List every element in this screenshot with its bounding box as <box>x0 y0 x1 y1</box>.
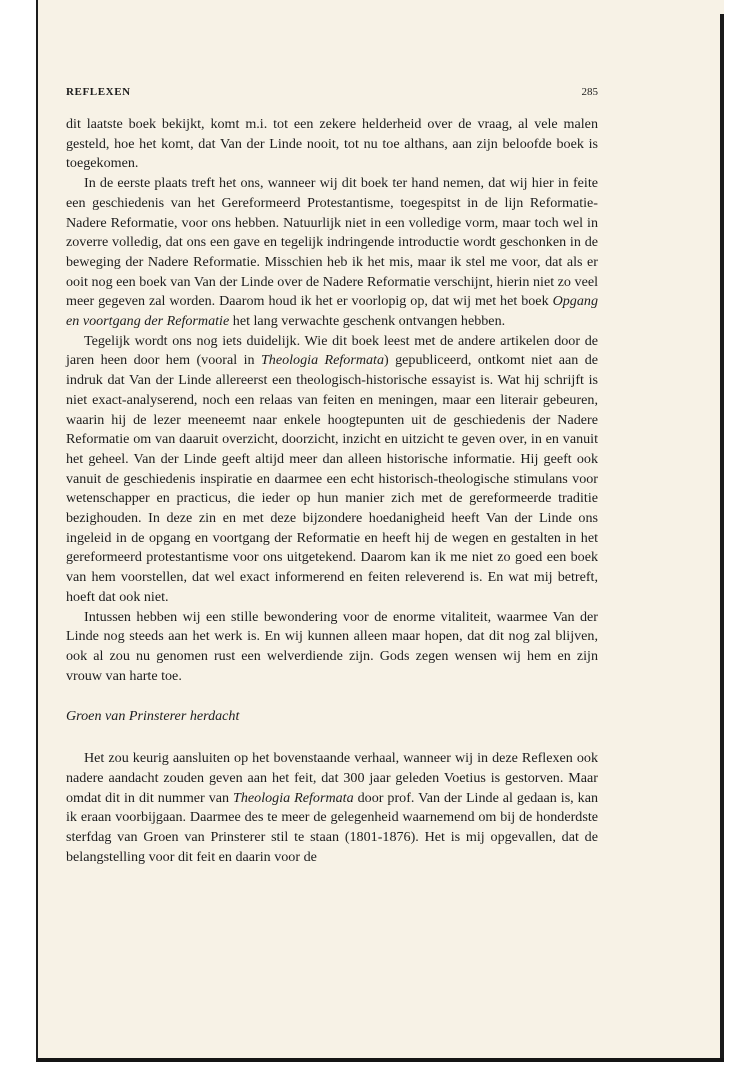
paragraph-voetius <box>66 749 598 867</box>
paragraph-continued: dit laatste boek bekijkt, komt m.i. tot een zekere helderheid over de vraag, al vele malen gesteld, hoe het komt, dat Van der Linde nooit, tot nu toe althans, aan zijn beloofde boek is toegekomen. <box>66 116 598 172</box>
journal-title-italic: Theologia Reformata <box>260 352 385 369</box>
page-number: 285 <box>581 86 598 98</box>
running-head: REFLEXEN <box>66 86 131 98</box>
paragraph-vitality: Intussen hebben wij een stille bewondering voor de enorme vitaliteit, waarmee Van der Linde nog steeds aan het werk is. En wij kunnen alleen maar hopen, dat dit nog zal blijven, ook al zou nu genomen rust een welverdiende zijn. Gods zegen wensen wij hem en zijn vrouw van harte toe. <box>66 608 598 684</box>
page-header <box>66 86 598 104</box>
paragraph-essayist <box>66 332 598 608</box>
paragraph-first-place <box>66 174 598 332</box>
paragraph-text: Het zou keurig aansluiten op het bovenstaande verhaal, wanneer wij in deze Reflexen ook nadere aandacht zouden geven aan het feit, dat 300 jaar geleden Voetius is gestorven. Maar omdat dit in dit nummer van <box>66 750 598 806</box>
body-text <box>66 115 598 867</box>
paragraph-text: Tegelijk wordt ons nog iets duidelijk. Wie dit boek leest met de andere artikelen door de jaren heen door hem (vooral in <box>66 332 598 369</box>
paragraph-text: ) gepubliceerd, ontkomt niet aan de indruk dat Van der Linde allereerst een theologisch-historische essayist is. Wat hij schrijft is niet exact-analyserend, noch een relaas van feiten en meningen, maar een literair gebeuren, waarin hij de lezer meeneemt naar enkele hoogtepunten uit de geschiedenis der Nadere Reformatie om van daaruit overzicht, doorzicht, inzicht en uitzicht te geven over, in en vanuit het geheel. Van der Linde geeft altijd meer dan alleen historische informatie. Hij geeft ook vanuit de geschiedenis inspiratie en daarmee een echt historisch-theologische stimulans voor wetenschapper en practicus, die ieder op hun manier zich met de gereformeerde traditie bezighouden. In deze zin en met deze bijzondere hoedanigheid heeft Van der Linde ons ingeleid in de opgang en voortgang der Reformatie en heeft hij de wegen en gestalten in het gereformeerd protestantisme voor ons uitgetekend. Daarom kan ik me niet zo goed een boek van hem voorstellen, dat wel exact informerend en feiten releverend is. En wat mij betreft, hoeft dat ook niet. <box>66 352 598 605</box>
journal-title-italic: Theologia Reformata <box>233 789 354 806</box>
section-title: Groen van Prinsterer herdacht <box>66 708 240 725</box>
paragraph-text: het lang verwachte geschenk ontvangen hebben. <box>232 313 506 330</box>
book-title-italic: Opgang en voortgang der Reformatie <box>66 293 598 330</box>
page-edge-shadow <box>720 14 724 1058</box>
paragraph-text: In de eerste plaats treft het ons, wanneer wij dit boek ter hand nemen, dat wij hier in feite een geschiedenis van het Gereformeerd Protestantisme, toegespitst in de lijn Reformatie-Nadere Reformatie, voor ons hebben. Natuurlijk niet in een volledige vorm, maar toch wel in zoverre volledig, dat ons een gave en tegelijk indringende introductie wordt geschonken in de beweging der Nadere Reformatie. Misschien heb ik het mis, maar ik stel me voor, dat als er ooit nog een boek van Van der Linde over de Nadere Reformatie verschijnt, hierin niet zo veel meer gegeven zal worden. Daarom houd ik het er voorlopig op, dat wij met het boek <box>66 175 598 310</box>
paragraph-text: door prof. Van der Linde al gedaan is, kan ik eraan voorbijgaan. Daarmee des te meer de gelegenheid waarnemend om bij de honderdste sterfdag van Groen van Prinsterer stil te staan (1801-1876). Het is mij opgevallen, dat de belangstelling voor dit feit en daarin voor de <box>66 789 599 865</box>
